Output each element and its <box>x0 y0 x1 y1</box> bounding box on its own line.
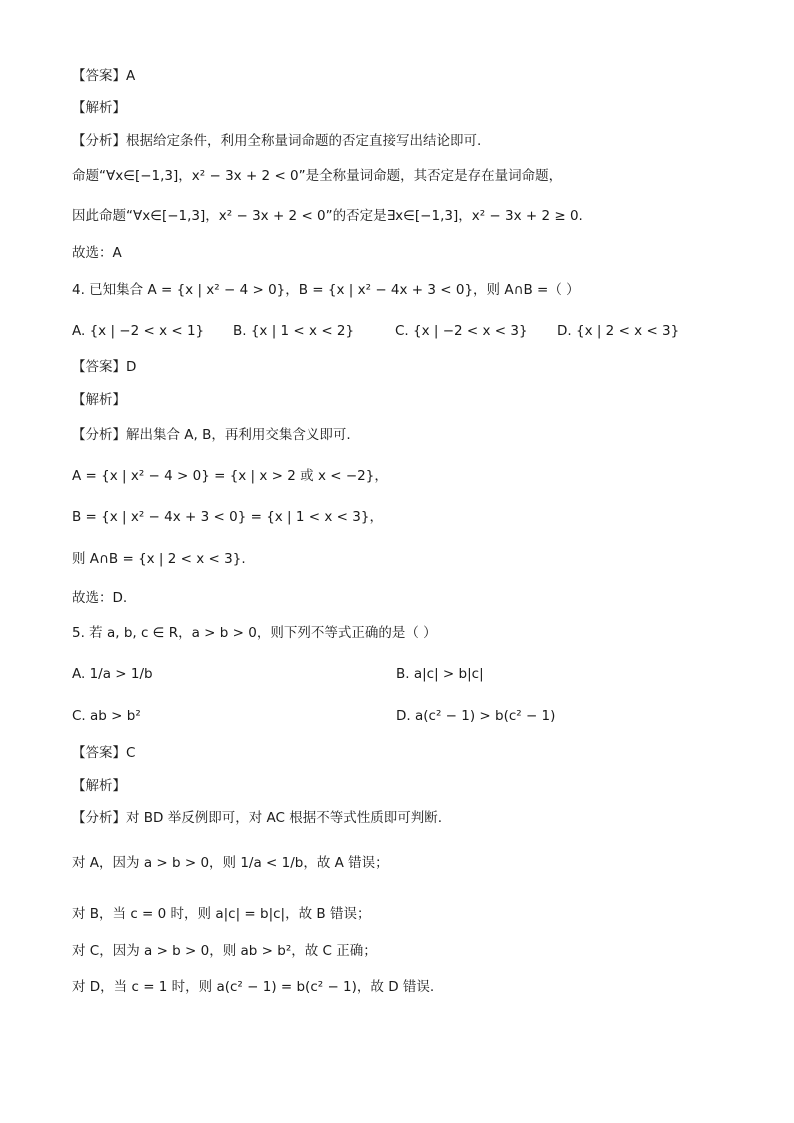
solution-line: 因此命题“∀x∈[−1,3]，x² − 3x + 2 < 0”的否定是∃x∈[−1,3]，x² − 3x + 2 ≥ 0. <box>72 208 583 224</box>
question-5-stem: 5. 若 a, b, c ∈ R，a > b > 0，则下列不等式正确的是（ ） <box>72 625 437 641</box>
question-4-option-c: C. {x | −2 < x < 3} <box>395 323 528 339</box>
question-4-stem: 4. 已知集合 A = {x | x² − 4 > 0}，B = {x | x² − 4x + 3 < 0}，则 A∩B =（ ） <box>72 282 580 298</box>
analysis-summary-5: 【分析】对 BD 举反例即可，对 AC 根据不等式性质即可判断. <box>72 810 443 826</box>
question-5-option-b: B. a|c| > b|c| <box>396 666 484 682</box>
solution-line: A = {x | x² − 4 > 0} = {x | x > 2 或 x < −2}， <box>72 468 388 484</box>
question-5-option-c: C. ab > b² <box>72 708 141 724</box>
solution-line: 对 C，因为 a > b > 0，则 ab > b²，故 C 正确； <box>72 943 377 959</box>
question-5-option-a: A. 1/a > 1/b <box>72 666 153 682</box>
question-4-option-b: B. {x | 1 < x < 2} <box>233 323 355 339</box>
question-4-option-d: D. {x | 2 < x < 3} <box>557 323 680 339</box>
analysis-label-3: 【解析】 <box>72 100 126 116</box>
solution-line: 则 A∩B = {x | 2 < x < 3}. <box>72 551 246 567</box>
solution-line: 对 D，当 c = 1 时，则 a(c² − 1) = b(c² − 1)，故 D 错误. <box>72 979 435 995</box>
choice-conclusion-3: 故选：A <box>72 245 122 261</box>
solution-line: 命题“∀x∈[−1,3]，x² − 3x + 2 < 0”是全称量词命题，其否定是存在量词命题， <box>72 168 563 184</box>
analysis-label-5: 【解析】 <box>72 778 126 794</box>
choice-conclusion-4: 故选：D. <box>72 590 128 606</box>
question-4-option-a: A. {x | −2 < x < 1} <box>72 323 205 339</box>
answer-label-3: 【答案】A <box>72 68 136 84</box>
question-5-option-d: D. a(c² − 1) > b(c² − 1) <box>396 708 556 724</box>
analysis-summary-4: 【分析】解出集合 A, B，再利用交集含义即可. <box>72 427 351 443</box>
analysis-summary-3: 【分析】根据给定条件，利用全称量词命题的否定直接写出结论即可. <box>72 133 482 149</box>
solution-line: 对 A，因为 a > b > 0，则 1/a < 1/b，故 A 错误； <box>72 855 389 871</box>
analysis-label-4: 【解析】 <box>72 392 126 408</box>
answer-label-5: 【答案】C <box>72 745 136 761</box>
answer-label-4: 【答案】D <box>72 359 137 375</box>
solution-line: B = {x | x² − 4x + 3 < 0} = {x | 1 < x < 3}， <box>72 509 383 525</box>
solution-line: 对 B，当 c = 0 时，则 a|c| = b|c|，故 B 错误； <box>72 906 371 922</box>
